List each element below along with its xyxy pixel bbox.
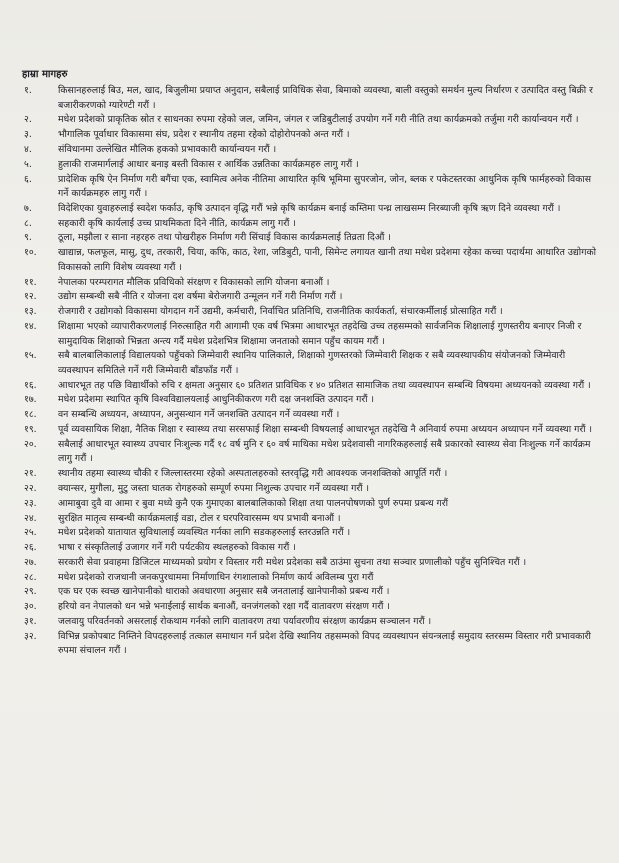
list-item — [24, 231, 604, 246]
item-number: ३२. — [24, 630, 37, 642]
list-item — [24, 585, 604, 600]
item-text: क्यान्सर, मुगौला, मुटु जस्ता घातक रोगहरुको सम्पूर्ण रुपमा निशुल्क उपचार गर्ने व्यवस्था गरौं । — [58, 482, 370, 494]
list-item — [24, 320, 604, 349]
item-number: १. — [24, 85, 32, 96]
page-heading: हाम्रा मागहरु — [22, 69, 68, 80]
item-number: ७. — [24, 202, 32, 214]
item-text: भाषा र संस्कृतिलाई उजागर गर्ने गरी पर्यटकीय स्थलहरुको विकास गरौं । — [58, 542, 296, 554]
item-number: ५. — [24, 158, 32, 170]
item-number: ६. — [24, 173, 32, 185]
item-text: जलवायु परिवर्तनको असरलाई रोकथाम गर्नको लागि वातावरण तथा पर्यावरणीय संरक्षण कार्यक्रम सञ्चालन गरौं । — [58, 616, 432, 627]
list-item — [24, 276, 604, 291]
item-text: रोजगारी र उद्योगको विकासमा योगदान गर्ने उद्यमी, कर्मचारी, निर्वाचित प्रतिनिधि, राजनीतिक कार्यकर्ता, संचारकर्मीलाई प्रोत्साहित गरौं । — [58, 306, 503, 318]
list-item — [24, 556, 604, 571]
list-item — [24, 143, 604, 158]
item-text: सुरक्षित मातृत्व सम्बन्धी कार्यक्रमलाई वडा, टोल र घरपरिवारसम्म थप प्रभावी बनाऔं । — [58, 512, 341, 524]
item-number: १५. — [24, 350, 37, 362]
item-number: २७. — [24, 556, 37, 568]
list-item — [24, 467, 604, 482]
list-item — [24, 526, 604, 541]
item-text: भौगालिक पूर्वाधार विकासमा संघ, प्रदेश र स्थानीय तहमा रहेको दोहोरोपनको अन्त गरौं । — [58, 129, 350, 141]
item-number: २८. — [24, 571, 37, 583]
list-item — [24, 305, 604, 320]
item-number: ३. — [24, 129, 32, 141]
item-number: १२. — [24, 291, 37, 303]
item-number: ३०. — [24, 601, 37, 613]
list-item — [24, 349, 604, 378]
item-text: सरकारी सेवा प्रवाहमा डिजिटल माध्यमको प्रयोग र विस्तार गरी मधेश प्रदेशका सबै ठाउंमा सुचना तथा सञ्चार प्रणालीको पहुँच सुनिश्चित गरौं । — [58, 556, 527, 568]
item-number: १३. — [24, 306, 37, 318]
item-text: प्रादेशिक कृषि ऐन निर्माण गरी बगैंचा एक, स्वामित्व अनेक नीतिमा आधारित कृषि भूमिमा सुपरजोन, जोन, ब्लक र पकेटस्तरका आधुनिक कृषि फार्महरुको विकास गर्ने कार्यक्रमहरु लागु गरौं । — [58, 173, 592, 200]
item-text: वन सम्बन्धि अध्ययन, अध्यापन, अनुसन्धान गर्ने जनशक्ति उत्पादन गर्ने व्यवस्था गरौं । — [58, 409, 340, 421]
list-item — [24, 482, 604, 497]
list-item — [24, 173, 604, 202]
list-item — [24, 128, 604, 143]
item-text: हुलाकी राजमार्गलाई आधार बनाइ बस्ती विकास र आर्थिक उन्नतिका कार्यक्रमहरु लागु गरौं । — [58, 158, 359, 170]
item-text: एक घर एक स्वच्छ खानेपानीको धाराको अवधारणा अनुसार सबै जनतालाई खानेपानीको प्रबन्ध गरौं । — [58, 586, 390, 598]
item-number: ४. — [24, 143, 32, 155]
item-number: ८. — [24, 217, 32, 229]
item-text: आधारभूत तह पछि विद्यार्थीको रुचि र क्षमता अनुसार ६० प्रतिशत प्राविधिक र ४० प्रतिशत सामाजिक तथा व्यवस्थापन सम्बन्धि विषयमा अध्ययनको व्यवस्था गरौं । — [58, 379, 591, 391]
item-text: संविधानमा उल्लेखित मौलिक हकको प्रभावकारी कार्यान्वयन गरौं । — [58, 143, 277, 155]
list-item — [24, 217, 604, 232]
list-item — [24, 615, 604, 630]
item-number: २४. — [24, 512, 37, 524]
list-item — [24, 290, 604, 305]
list-item — [24, 630, 604, 659]
item-number: १०. — [24, 247, 37, 259]
item-number: १७. — [24, 394, 37, 406]
item-text: मधेश प्रदेशको राजधानी जनकपुरधाममा निर्माणाधिन रंगशालाको निर्माण कार्य अविलम्ब पुरा गरौं — [58, 571, 374, 583]
item-text: पूर्व व्यवसायिक शिक्षा, नैतिक शिक्षा र स्वास्थ्य तथा सरसफाई शिक्षा सम्बन्धी विषयलाई आधारभूत तहदेखि नै अनिवार्य रुपमा अध्ययन अध्यापन गर्ने व्यवस्था गरौं । — [58, 424, 593, 436]
item-number: २०. — [24, 438, 37, 450]
item-number: २५. — [24, 527, 37, 539]
item-number: २३. — [24, 497, 37, 509]
item-number: १४. — [24, 320, 37, 332]
list-item — [24, 438, 604, 467]
item-number: ११. — [24, 276, 37, 288]
item-number: २. — [24, 114, 32, 126]
list-item — [24, 393, 604, 408]
item-text: खाद्यान्न, फलफूल, मासु, दुध, तरकारी, चिया, कफि, काठ, रेशा, जडिबुटी, पानी, सिमेन्ट लगायत खानी तथा मधेश प्रदेशमा रहेका कच्चा पदार्थमा आधारित उद्योगको विकासको लागि विशेष व्यवस्था गरौं । — [58, 247, 596, 273]
item-text: मधेश प्रदेशमा स्थापित कृषि विश्वविद्यालयलाई आधुनिकीकरण गरी दक्ष जनशक्ति उत्पादन गरौं । — [58, 394, 375, 406]
item-text: विभिन्न प्रकोपबाट निम्तिने विपदहरुलाई तत्काल समाधान गर्न प्रदेश देखि स्थानिय तहसम्मको विपद व्यवस्थापन संयन्त्रलाई समुदाय स्तरसम्म विस्तार गरी प्रभावकारी रुपमा संचालन गरौं । — [58, 630, 591, 657]
list-item — [24, 541, 604, 556]
list-item — [24, 497, 604, 512]
item-text: हरियो वन नेपालको धन भन्ने भनाईलाई सार्थक बनाऔं, वनजंगलको रक्षा गर्दै वातावरण संरक्षण गरौं । — [58, 601, 390, 613]
item-text: विदेशिएका युवाहरुलाई स्वदेश फर्काउ, कृषि उत्पादन वृद्धि गरौं भन्ने कृषि कार्यक्रम बनाई कम्तिमा पन्ध्र लाखसम्म निरब्याजी कृषि ऋण दिने व्यवस्था गरौं । — [58, 202, 561, 214]
item-text: सबैलाई आधारभूत स्वास्थ्य उपचार निःशुल्क गर्दै १८ वर्ष मुनि र ६० वर्ष माथिका मधेश प्रदेशवासी नागरिकहरुलाई सबै प्रकारको स्वास्थ्य सेवा निःशुल्क गर्ने कार्यक्रम लागु गरौं । — [58, 438, 591, 465]
item-text: मधेश प्रदेशको यातायात सुविधालाई व्यवस्थित गर्नका लागि सडकहरुलाई स्तरउन्नति गरौं । — [58, 527, 351, 539]
item-text: स्थानीय तहमा स्वास्थ्य चौकी र जिल्लास्तरमा रहेको अस्पतालहरुको स्तरवृद्धि गरी आवश्यक जनशक्तिको आपूर्ति गरौं । — [58, 468, 448, 480]
item-number: १९. — [24, 424, 37, 436]
item-number: २१. — [24, 468, 37, 480]
list-item — [24, 571, 604, 586]
list-item — [24, 600, 604, 615]
item-number: ३१. — [24, 616, 37, 627]
item-text: नेपालका परम्परागत मौलिक प्रविधिको संरक्षण र विकासको लागि योजना बनाऔं । — [58, 276, 330, 288]
item-number: २६. — [24, 542, 37, 554]
list-item — [24, 84, 604, 113]
list-item — [24, 246, 604, 275]
demands-list — [24, 84, 604, 659]
item-text: उद्योग सम्बन्धी सबै नीति र योजना दश वर्षमा बेरोजगारी उन्मूलन गर्ने गरी निर्माण गरौं । — [58, 291, 343, 303]
item-number: २९. — [24, 586, 37, 598]
item-text: शिक्षामा भएको व्यापारीकरणलाई निरुत्साहित गरी आगामी एक वर्ष भित्रमा आधारभूत तहदेखि उच्च तहसम्मको सार्वजनिक शिक्षालाई गुणस्तरीय बनाएर निजी र सामुदायिक शिक्षाको भिन्नता अन्त्य गर्दै मधेश प्रदेशभित्र शिक्षामा जनताको समान पहुँच कायम गरौं । — [58, 320, 582, 347]
list-item — [24, 423, 604, 438]
item-number: ९. — [24, 232, 32, 244]
item-text: ठूला, मझौला र साना नहरहरु तथा पोखरीहरु निर्माण गरी सिंचाई विकास कार्यक्रमलाई तिव्रता दिऔं । — [58, 232, 391, 244]
list-item — [24, 202, 604, 217]
item-text: किसानहरुलाई बिउ, मल, खाद, बिजुलीमा प्रयाप्त अनुदान, सबैलाई प्राविधिक सेवा, बिमाको व्यवस्था, बाली वस्तुको समर्थन मुल्य निर्धारण र उत्पादित वस्तु बिक्री र बजारीकरणको ग्यारेण्टी गरौं । — [58, 85, 593, 111]
item-text: सहकारी कृषि कार्यलाई उच्च प्राथमिकता दिने नीति, कार्यक्रम लागु गरौं । — [58, 217, 296, 229]
list-item — [24, 512, 604, 527]
item-number: १८. — [24, 409, 37, 421]
list-item — [24, 113, 604, 128]
list-item — [24, 158, 604, 173]
list-item — [24, 408, 604, 423]
item-text: मधेश प्रदेशको प्राकृतिक स्रोत र साधनका रुपमा रहेको जल, जमिन, जंगल र जडिबुटीलाई उपयोग गर्ने गरी नीति तथा कार्यक्रमको तर्जुमा गरी कार्यान्वयन गरौं । — [58, 114, 579, 126]
item-text: सबै बालबालिकालाई विद्यालयको पहुँचको जिम्मेवारी स्थानिय पालिकाले, शिक्षाको गुणस्तरको जिम्मेवारी शिक्षक र सबै व्यवस्थापकीय संयोजनको जिम्मेवारी व्यवस्थापन समितिले गर्ने गरी जिम्मेवारी बाँडफाँड गरौं । — [58, 350, 566, 376]
item-number: १६. — [24, 379, 37, 391]
list-item — [24, 379, 604, 394]
item-text: आमाबुवा दुवै वा आमा र बुवा मध्ये कुनै एक गुमाएका बालबालिकाको शिक्षा तथा पालनपोषणको पुर्ण रुपमा प्रबन्ध गरौं — [58, 497, 448, 509]
item-number: २२. — [24, 482, 37, 494]
